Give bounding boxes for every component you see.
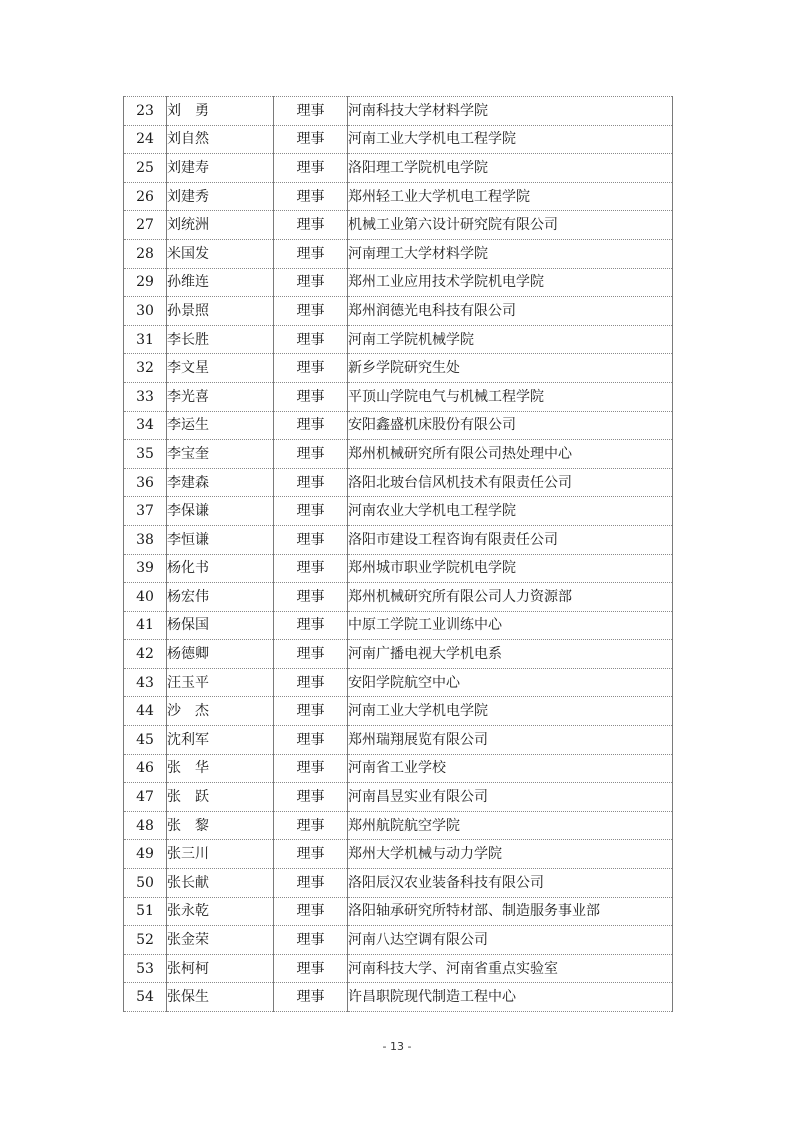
- member-name: 李保谦: [167, 497, 274, 526]
- member-organization: 河南昌昱实业有限公司: [348, 783, 673, 812]
- member-role: 理事: [274, 926, 348, 955]
- member-organization: 安阳学院航空中心: [348, 668, 673, 697]
- member-organization: 许昌职院现代制造工程中心: [348, 983, 673, 1012]
- member-table-body: [124, 97, 673, 1012]
- member-name: 张永乾: [167, 897, 274, 926]
- table-row: [124, 926, 673, 955]
- table-row: [124, 983, 673, 1012]
- member-role: 理事: [274, 697, 348, 726]
- member-organization: 河南理工大学材料学院: [348, 239, 673, 268]
- member-number: 40: [124, 583, 167, 612]
- member-name: 米国发: [167, 239, 274, 268]
- member-organization: 洛阳市建设工程咨询有限责任公司: [348, 525, 673, 554]
- member-organization: 河南八达空调有限公司: [348, 926, 673, 955]
- member-name: 李文星: [167, 354, 274, 383]
- member-name: 刘建秀: [167, 182, 274, 211]
- member-number: 29: [124, 268, 167, 297]
- member-role: 理事: [274, 611, 348, 640]
- member-role: 理事: [274, 783, 348, 812]
- member-number: 33: [124, 382, 167, 411]
- member-role: 理事: [274, 497, 348, 526]
- member-name: 杨化书: [167, 554, 274, 583]
- member-name: 刘 勇: [167, 97, 274, 126]
- member-number: 51: [124, 897, 167, 926]
- member-organization: 郑州机械研究所有限公司人力资源部: [348, 583, 673, 612]
- member-organization: 河南省工业学校: [348, 754, 673, 783]
- member-name: 杨德卿: [167, 640, 274, 669]
- member-number: 27: [124, 211, 167, 240]
- member-organization: 平顶山学院电气与机械工程学院: [348, 382, 673, 411]
- member-role: 理事: [274, 354, 348, 383]
- member-role: 理事: [274, 754, 348, 783]
- member-name: 张柯柯: [167, 954, 274, 983]
- member-number: 46: [124, 754, 167, 783]
- member-number: 28: [124, 239, 167, 268]
- table-row: [124, 525, 673, 554]
- member-name: 张 跃: [167, 783, 274, 812]
- table-row: [124, 211, 673, 240]
- member-number: 44: [124, 697, 167, 726]
- member-organization: 洛阳轴承研究所特材部、制造服务事业部: [348, 897, 673, 926]
- member-organization: 河南工学院机械学院: [348, 325, 673, 354]
- member-organization: 郑州大学机械与动力学院: [348, 840, 673, 869]
- table-row: [124, 668, 673, 697]
- table-row: [124, 497, 673, 526]
- member-number: 38: [124, 525, 167, 554]
- member-role: 理事: [274, 239, 348, 268]
- member-organization: 河南科技大学、河南省重点实验室: [348, 954, 673, 983]
- member-organization: 郑州瑞翔展览有限公司: [348, 726, 673, 755]
- member-role: 理事: [274, 297, 348, 326]
- member-name: 汪玉平: [167, 668, 274, 697]
- table-row: [124, 468, 673, 497]
- member-number: 35: [124, 440, 167, 469]
- member-number: 34: [124, 411, 167, 440]
- member-role: 理事: [274, 154, 348, 183]
- table-row: [124, 154, 673, 183]
- table-row: [124, 297, 673, 326]
- member-number: 53: [124, 954, 167, 983]
- member-organization: 河南工业大学机电学院: [348, 697, 673, 726]
- member-organization: 安阳鑫盛机床股份有限公司: [348, 411, 673, 440]
- member-organization: 郑州工业应用技术学院机电学院: [348, 268, 673, 297]
- member-number: 39: [124, 554, 167, 583]
- member-name: 沙 杰: [167, 697, 274, 726]
- member-organization: 洛阳辰汉农业装备科技有限公司: [348, 869, 673, 898]
- member-number: 45: [124, 726, 167, 755]
- member-name: 刘统洲: [167, 211, 274, 240]
- member-name: 刘建寿: [167, 154, 274, 183]
- member-number: 37: [124, 497, 167, 526]
- member-number: 49: [124, 840, 167, 869]
- member-name: 李光喜: [167, 382, 274, 411]
- member-organization: 新乡学院研究生处: [348, 354, 673, 383]
- member-organization: 郑州城市职业学院机电学院: [348, 554, 673, 583]
- member-role: 理事: [274, 954, 348, 983]
- member-role: 理事: [274, 668, 348, 697]
- member-role: 理事: [274, 983, 348, 1012]
- table-row: [124, 697, 673, 726]
- member-role: 理事: [274, 811, 348, 840]
- member-role: 理事: [274, 125, 348, 154]
- member-number: 50: [124, 869, 167, 898]
- member-organization: 河南广播电视大学机电系: [348, 640, 673, 669]
- member-name: 孙维连: [167, 268, 274, 297]
- table-row: [124, 125, 673, 154]
- page-number: - 13 -: [382, 1040, 412, 1053]
- member-role: 理事: [274, 268, 348, 297]
- table-row: [124, 811, 673, 840]
- table-row: [124, 268, 673, 297]
- member-number: 30: [124, 297, 167, 326]
- member-number: 31: [124, 325, 167, 354]
- member-role: 理事: [274, 583, 348, 612]
- table-row: [124, 325, 673, 354]
- member-organization: 郑州机械研究所有限公司热处理中心: [348, 440, 673, 469]
- member-number: 48: [124, 811, 167, 840]
- member-number: 42: [124, 640, 167, 669]
- member-name: 李宝奎: [167, 440, 274, 469]
- member-name: 杨保国: [167, 611, 274, 640]
- member-role: 理事: [274, 525, 348, 554]
- member-number: 24: [124, 125, 167, 154]
- member-organization: 河南科技大学材料学院: [348, 97, 673, 126]
- member-organization: 中原工学院工业训练中心: [348, 611, 673, 640]
- member-number: 52: [124, 926, 167, 955]
- member-organization: 洛阳理工学院机电学院: [348, 154, 673, 183]
- member-number: 23: [124, 97, 167, 126]
- member-organization: 机械工业第六设计研究院有限公司: [348, 211, 673, 240]
- table-row: [124, 640, 673, 669]
- member-role: 理事: [274, 869, 348, 898]
- member-number: 25: [124, 154, 167, 183]
- table-row: [124, 897, 673, 926]
- table-row: [124, 754, 673, 783]
- member-name: 沈利军: [167, 726, 274, 755]
- table-row: [124, 954, 673, 983]
- member-role: 理事: [274, 897, 348, 926]
- table-row: [124, 726, 673, 755]
- member-organization: 郑州润德光电科技有限公司: [348, 297, 673, 326]
- table-row: [124, 354, 673, 383]
- table-row: [124, 554, 673, 583]
- member-organization: 河南工业大学机电工程学院: [348, 125, 673, 154]
- member-number: 43: [124, 668, 167, 697]
- member-organization: 郑州轻工业大学机电工程学院: [348, 182, 673, 211]
- member-table: [123, 96, 673, 1012]
- member-role: 理事: [274, 840, 348, 869]
- member-role: 理事: [274, 554, 348, 583]
- member-name: 张三川: [167, 840, 274, 869]
- member-number: 41: [124, 611, 167, 640]
- member-role: 理事: [274, 468, 348, 497]
- table-row: [124, 440, 673, 469]
- member-name: 李建森: [167, 468, 274, 497]
- member-role: 理事: [274, 211, 348, 240]
- member-name: 张 华: [167, 754, 274, 783]
- member-name: 张长献: [167, 869, 274, 898]
- table-row: [124, 411, 673, 440]
- member-name: 张保生: [167, 983, 274, 1012]
- table-row: [124, 583, 673, 612]
- table-row: [124, 97, 673, 126]
- member-name: 李运生: [167, 411, 274, 440]
- member-name: 刘自然: [167, 125, 274, 154]
- member-role: 理事: [274, 440, 348, 469]
- table-row: [124, 840, 673, 869]
- member-name: 杨宏伟: [167, 583, 274, 612]
- member-number: 47: [124, 783, 167, 812]
- table-row: [124, 611, 673, 640]
- member-organization: 郑州航院航空学院: [348, 811, 673, 840]
- member-number: 54: [124, 983, 167, 1012]
- member-role: 理事: [274, 182, 348, 211]
- member-role: 理事: [274, 325, 348, 354]
- table-row: [124, 783, 673, 812]
- member-role: 理事: [274, 97, 348, 126]
- member-role: 理事: [274, 382, 348, 411]
- member-number: 26: [124, 182, 167, 211]
- member-role: 理事: [274, 640, 348, 669]
- member-organization: 洛阳北玻台信风机技术有限责任公司: [348, 468, 673, 497]
- member-name: 李恒谦: [167, 525, 274, 554]
- member-number: 32: [124, 354, 167, 383]
- member-name: 张金荣: [167, 926, 274, 955]
- table-row: [124, 869, 673, 898]
- table-row: [124, 382, 673, 411]
- member-role: 理事: [274, 726, 348, 755]
- member-name: 张 黎: [167, 811, 274, 840]
- table-row: [124, 239, 673, 268]
- member-role: 理事: [274, 411, 348, 440]
- member-name: 李长胜: [167, 325, 274, 354]
- member-organization: 河南农业大学机电工程学院: [348, 497, 673, 526]
- member-name: 孙景照: [167, 297, 274, 326]
- table-row: [124, 182, 673, 211]
- member-number: 36: [124, 468, 167, 497]
